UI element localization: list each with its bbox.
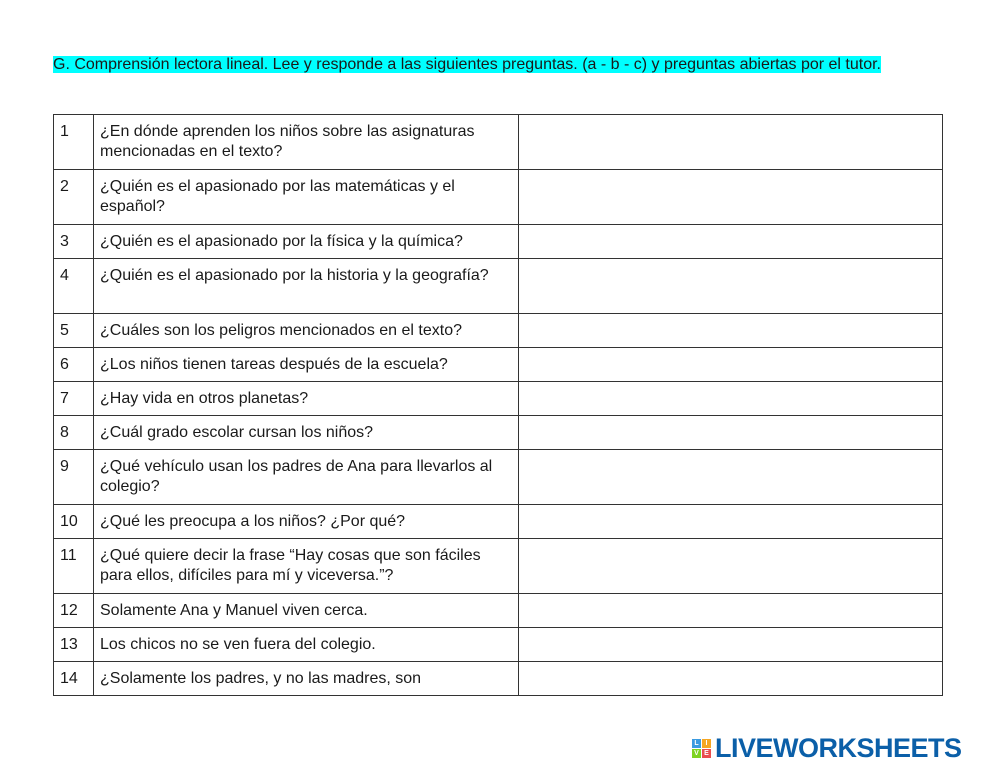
answer-cell[interactable]	[519, 259, 943, 314]
answer-cell[interactable]	[519, 115, 943, 170]
logo-tile: I	[702, 739, 711, 748]
table-row	[54, 115, 943, 170]
question-text: ¿Cuál grado escolar cursan los niños?	[94, 416, 519, 450]
question-number: 5	[54, 314, 94, 348]
instructions-text: G. Comprensión lectora lineal. Lee y responde a las siguientes preguntas. (a - b - c) y preguntas abiertas por el tutor.	[53, 56, 881, 73]
question-text: ¿Qué vehículo usan los padres de Ana para llevarlos al colegio?	[94, 450, 519, 505]
question-number: 8	[54, 416, 94, 450]
question-text: ¿Cuáles son los peligros mencionados en el texto?	[94, 314, 519, 348]
table-row	[54, 539, 943, 594]
question-text: Los chicos no se ven fuera del colegio.	[94, 628, 519, 662]
logo-tile: E	[702, 749, 711, 758]
table-row	[54, 382, 943, 416]
answer-cell[interactable]	[519, 382, 943, 416]
logo-tile: L	[692, 739, 701, 748]
answer-cell[interactable]	[519, 225, 943, 259]
answer-cell[interactable]	[519, 416, 943, 450]
table-row	[54, 450, 943, 505]
table-row	[54, 314, 943, 348]
answer-cell[interactable]	[519, 628, 943, 662]
liveworksheets-logo-icon	[692, 739, 711, 758]
table-row	[54, 348, 943, 382]
answer-cell[interactable]	[519, 594, 943, 628]
answer-cell[interactable]	[519, 539, 943, 594]
table-row	[54, 225, 943, 259]
questions-table	[53, 114, 943, 696]
question-text: ¿Los niños tienen tareas después de la escuela?	[94, 348, 519, 382]
logo-tile: V	[692, 749, 701, 758]
question-number: 14	[54, 662, 94, 696]
question-text: ¿Solamente los padres, y no las madres, son	[94, 662, 519, 696]
answer-cell[interactable]	[519, 348, 943, 382]
answer-cell[interactable]	[519, 450, 943, 505]
answer-cell[interactable]	[519, 170, 943, 225]
instructions	[53, 55, 933, 75]
liveworksheets-brand	[692, 733, 962, 764]
table-row	[54, 505, 943, 539]
question-text: ¿Qué quiere decir la frase “Hay cosas que son fáciles para ellos, difíciles para mí y viceversa.”?	[94, 539, 519, 594]
question-text: ¿En dónde aprenden los niños sobre las asignaturas mencionadas en el texto?	[94, 115, 519, 170]
question-number: 3	[54, 225, 94, 259]
table-row	[54, 628, 943, 662]
answer-cell[interactable]	[519, 505, 943, 539]
question-text: ¿Quién es el apasionado por la física y la química?	[94, 225, 519, 259]
question-number: 10	[54, 505, 94, 539]
brand-name: LIVEWORKSHEETS	[715, 733, 962, 763]
question-text: ¿Quién es el apasionado por la historia y la geografía?	[94, 259, 519, 314]
table-row	[54, 416, 943, 450]
question-text: ¿Quién es el apasionado por las matemáticas y el español?	[94, 170, 519, 225]
answer-cell[interactable]	[519, 314, 943, 348]
question-number: 2	[54, 170, 94, 225]
question-number: 13	[54, 628, 94, 662]
question-number: 9	[54, 450, 94, 505]
question-number: 6	[54, 348, 94, 382]
table-row	[54, 259, 943, 314]
question-number: 4	[54, 259, 94, 314]
question-number: 7	[54, 382, 94, 416]
table-row	[54, 170, 943, 225]
question-number: 12	[54, 594, 94, 628]
question-text: ¿Qué les preocupa a los niños? ¿Por qué?	[94, 505, 519, 539]
question-number: 1	[54, 115, 94, 170]
question-text: ¿Hay vida en otros planetas?	[94, 382, 519, 416]
table-row	[54, 594, 943, 628]
answer-cell[interactable]	[519, 662, 943, 696]
question-number: 11	[54, 539, 94, 594]
table-row	[54, 662, 943, 696]
question-text: Solamente Ana y Manuel viven cerca.	[94, 594, 519, 628]
